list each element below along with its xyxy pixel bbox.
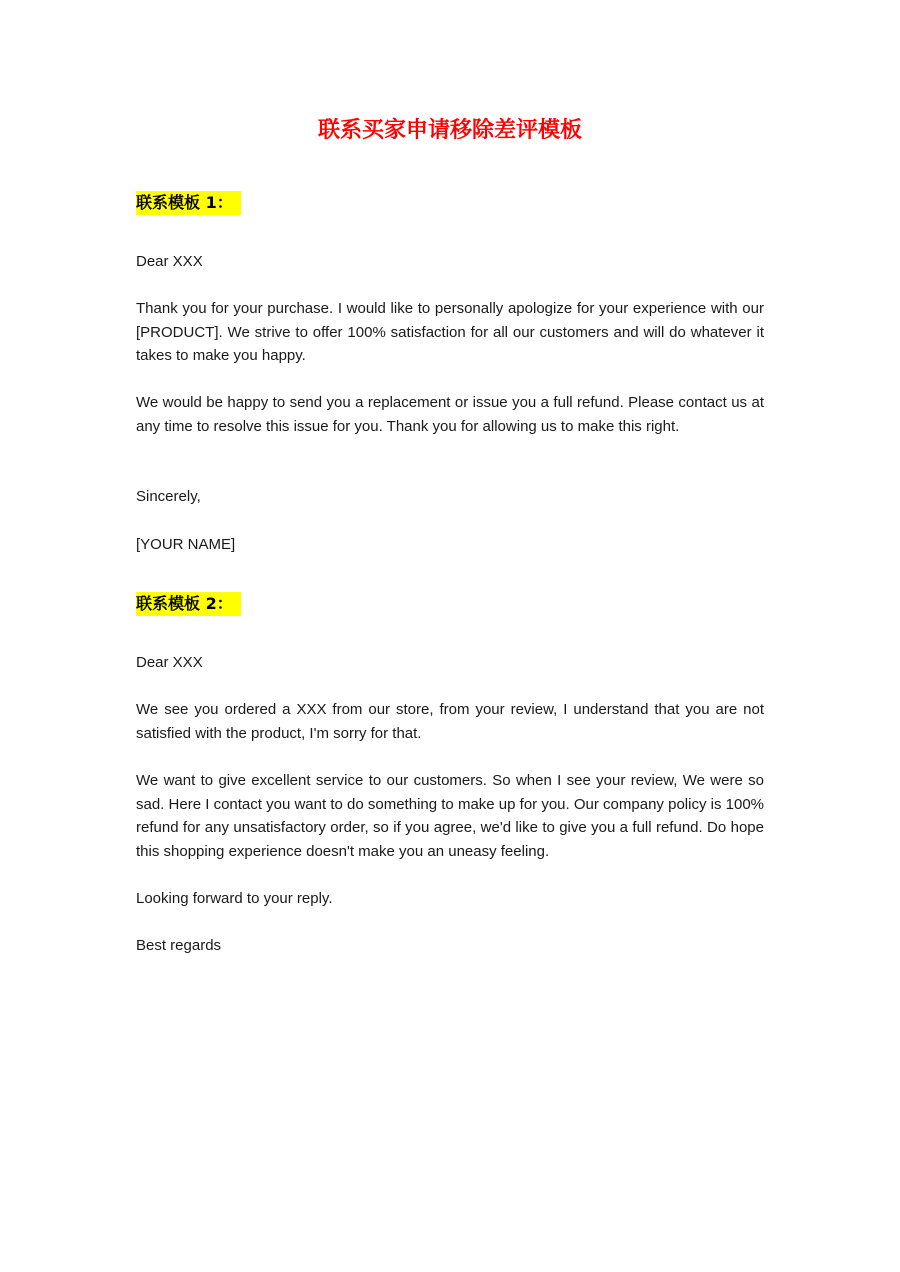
- template-1-heading: [136, 191, 241, 215]
- template-1-greeting: Dear XXX: [136, 253, 203, 270]
- template-1-paragraph-2: We would be happy to send you a replacement or issue you a full refund. Please contact us at any time to resolve this issue for you. Thank you for allowing us to make this right.: [136, 394, 764, 435]
- template-2-heading-highlight: 联系模板 2：: [136, 592, 241, 616]
- template-1-paragraph-1: Thank you for your purchase. I would like to personally apologize for your experience with our [PRODUCT]. We strive to offer 100% satisfaction for all our customers and will do whatever it takes to make you happy.: [136, 300, 764, 364]
- template-2-paragraph-2: We want to give excellent service to our customers. So when I see your review, We were so sad. Here I contact you want to do something to make up for you. Our company policy is 100% refund for any unsatisfactory order, so if you agree, we'd like to give you a full refund. Do hope this shopping experience doesn't make you an uneasy feeling.: [136, 772, 764, 860]
- document-title: 联系买家申请移除差评模板: [317, 118, 582, 143]
- template-1-signature: [YOUR NAME]: [136, 536, 236, 553]
- template-2-heading: [136, 592, 241, 616]
- template-2-paragraph-1: We see you ordered a XXX from our store, from your review, I understand that you are not satisfied with the product, I'm sorry for that.: [136, 701, 764, 742]
- template-2-paragraph-3: Looking forward to your reply.: [136, 890, 333, 907]
- template-1-heading-highlight: 联系模板 1：: [136, 191, 241, 215]
- template-2-closing: Best regards: [136, 937, 222, 954]
- template-2-greeting: Dear XXX: [136, 654, 203, 671]
- template-1-closing: Sincerely,: [136, 488, 201, 505]
